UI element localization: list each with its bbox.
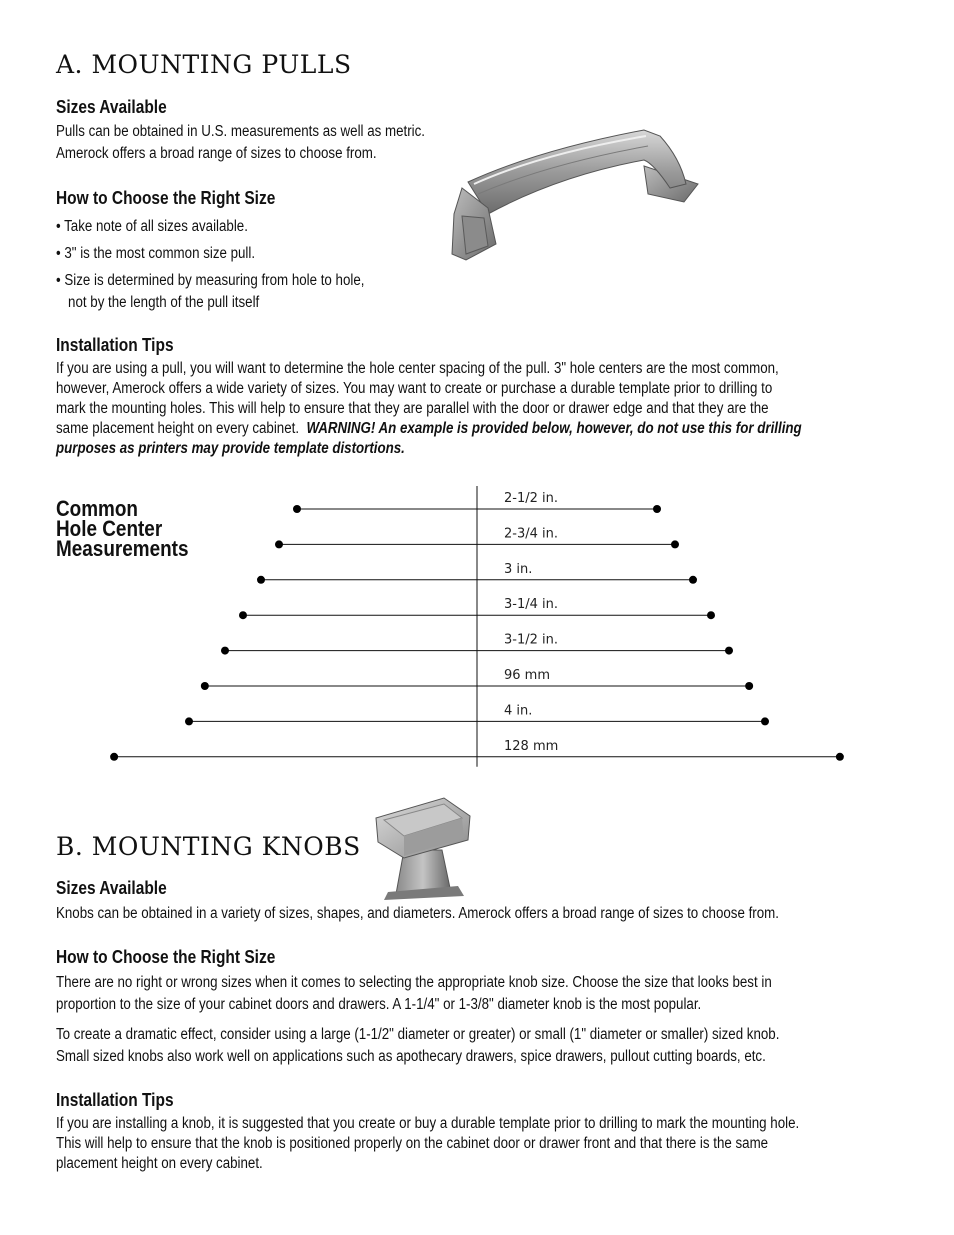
measurement-label: 3 in. <box>504 561 533 577</box>
warning-text: WARNING! An example is provided below, however, do not use this for drilling <box>306 420 802 437</box>
hole-dot <box>745 682 753 690</box>
hole-dot <box>257 576 265 584</box>
hole-dot <box>707 611 715 619</box>
knobs-choose-paragraph-2 <box>56 1024 779 1068</box>
cabinet-knob-image <box>374 796 474 900</box>
install-line: This will help to ensure that the knob is positioned properly on the cabinet door or drawer front and that there is the same <box>56 1135 769 1152</box>
install-line: however, Amerock offers a wide variety of sizes. You may want to create or purchase a durable template prior to drilling to <box>56 380 773 397</box>
knobs-choose-heading: How to Choose the Right Size <box>56 947 276 967</box>
knobs-install-text <box>56 1114 799 1174</box>
hole-dot <box>221 647 229 655</box>
knobs-choose-paragraph-1 <box>56 972 772 1016</box>
choose-line: Small sized knobs also work well on applications such as apothecary drawers, spice drawers, pullout cutting boards, etc. <box>56 1048 766 1065</box>
warning-text-continued: purposes as printers may provide template distortions. <box>56 440 405 457</box>
hole-dot <box>201 682 209 690</box>
bullet-text: • Size is determined by measuring from hole to hole, <box>56 272 365 289</box>
hole-dot <box>275 540 283 548</box>
knobs-sizes-text: Knobs can be obtained in a variety of sizes, shapes, and diameters. Amerock offers a broad range of sizes to choose from. <box>56 905 779 922</box>
choose-line: proportion to the size of your cabinet doors and drawers. A 1-1/4" or 1-3/8" diameter knob is the most popular. <box>56 996 702 1013</box>
install-line: mark the mounting holes. This will help to ensure that they are parallel with the door or drawer edge and that they are the <box>56 400 769 417</box>
hole-dot <box>110 753 118 761</box>
pulls-sizes-heading: Sizes Available <box>56 97 167 117</box>
measurement-label: 4 in. <box>504 703 533 719</box>
knobs-section-title: B. MOUNTING KNOBS <box>56 832 361 861</box>
pulls-section-title: A. MOUNTING PULLS <box>56 50 352 79</box>
hole-dot <box>239 611 247 619</box>
install-line: If you are using a pull, you will want to determine the hole center spacing of the pull. 3" hole centers are the most common, <box>56 360 779 377</box>
hole-dot <box>671 540 679 548</box>
choose-line: There are no right or wrong sizes when it comes to selecting the appropriate knob size. Choose the size that looks best in <box>56 974 772 991</box>
measurement-label: 128 mm <box>504 738 559 754</box>
measurement-label: 96 mm <box>504 668 551 683</box>
bullet-text: • 3" is the most common size pull. <box>56 245 256 262</box>
install-line: If you are installing a knob, it is suggested that you create or buy a durable template prior to drilling to mark the mounting hole. <box>56 1115 800 1132</box>
hole-dot <box>653 505 661 513</box>
install-line-text: same placement height on every cabinet. <box>56 420 307 437</box>
pulls-sizes-line-1: Pulls can be obtained in U.S. measurements as well as metric. <box>56 123 425 140</box>
diagram-label-line: Common <box>56 496 138 521</box>
measurement-label: 3-1/4 in. <box>504 597 558 613</box>
hole-dot <box>725 647 733 655</box>
measurement-label: 3-1/2 in. <box>504 632 558 648</box>
measurement-label: 2-1/2 in. <box>504 491 558 506</box>
pulls-choose-heading: How to Choose the Right Size <box>56 188 276 208</box>
knobs-install-heading: Installation Tips <box>56 1090 174 1110</box>
pulls-install-heading: Installation Tips <box>56 335 174 355</box>
pulls-sizes-line-2: Amerock offers a broad range of sizes to choose from. <box>56 145 377 162</box>
hole-dot <box>761 717 769 725</box>
hole-dot <box>293 505 301 513</box>
hole-dot <box>836 753 844 761</box>
hole-dot <box>689 576 697 584</box>
knobs-sizes-heading: Sizes Available <box>56 878 167 898</box>
hole-dot <box>185 717 193 725</box>
diagram-label-line: Measurements <box>56 536 189 561</box>
measurement-label: 2-3/4 in. <box>504 526 558 542</box>
bullet-text: • Take note of all sizes available. <box>56 218 248 235</box>
install-line: placement height on every cabinet. <box>56 1155 263 1172</box>
diagram-label-line: Hole Center <box>56 516 163 541</box>
bullet-text-continued: not by the length of the pull itself <box>68 294 260 311</box>
choose-line: To create a dramatic effect, consider using a large (1-1/2" diameter or greater) or small (1" diameter or smaller) sized knob. <box>56 1026 780 1043</box>
